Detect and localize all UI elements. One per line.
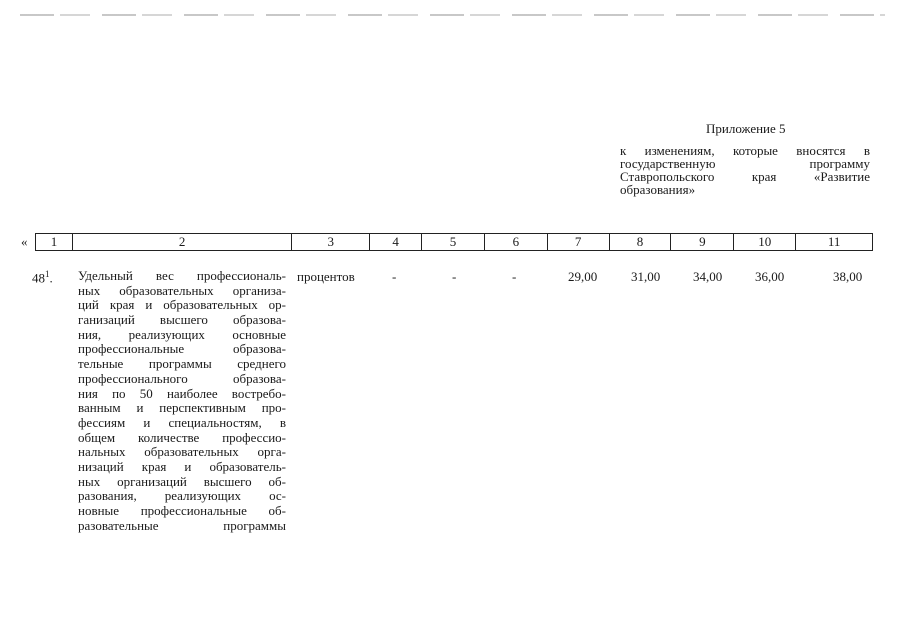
description-line: профессиональные образова-	[78, 341, 286, 357]
column-number: 11	[827, 234, 841, 249]
indicator-description	[78, 269, 286, 533]
row-number-main: 48	[32, 270, 45, 286]
description-line: профессионального образова-	[78, 370, 286, 386]
value-cell: -	[512, 269, 517, 284]
description-line: нальных образовательных орга-	[78, 444, 286, 460]
value-cell: -	[452, 269, 457, 284]
column-number: 4	[370, 234, 422, 250]
description-line: ванным и перспективным про-	[78, 400, 286, 416]
row-number	[32, 269, 53, 286]
description-line: ганизаций высшего образова-	[78, 312, 286, 328]
scan-artifact-line	[20, 14, 885, 16]
column-number: 9	[671, 234, 734, 250]
appendix-subtitle: к изменениям, которые вносятся в государственную программу Ставропольского края «Развитие образования»	[620, 143, 870, 197]
value-cell: 36,00	[755, 269, 785, 284]
description-line: низаций края и образователь-	[78, 458, 286, 474]
value-cell: 29,00	[568, 269, 598, 284]
value-cell: 38,00	[833, 269, 863, 284]
opening-quote: «	[21, 234, 28, 249]
description-line: фессиям и специальностям, в	[78, 414, 286, 430]
column-number: 7	[548, 234, 610, 250]
column-number: 8	[610, 234, 672, 250]
description-line: разования, реализующих ос-	[78, 488, 286, 504]
description-line: разовательные программы	[78, 517, 286, 533]
column-number: 10	[734, 234, 796, 250]
description-line: ных образовательных организа-	[78, 282, 286, 298]
column-number-row	[35, 233, 873, 251]
value-cell: -	[392, 269, 397, 284]
value-cell: 31,00	[631, 269, 661, 284]
row-number-suffix: .	[49, 270, 53, 286]
description-line: тельные программы среднего	[78, 356, 286, 372]
description-line: ций края и образовательных ор-	[78, 297, 286, 313]
column-number: 2	[73, 234, 292, 250]
column-number: 5	[422, 234, 485, 250]
description-line: ния, реализующих основные	[78, 326, 286, 342]
value-cell: 34,00	[693, 269, 723, 284]
column-number: 6	[485, 234, 548, 250]
description-line: Удельный вес профессиональ-	[78, 268, 286, 283]
unit-cell: процентов	[297, 269, 355, 284]
column-number: 1	[36, 234, 73, 250]
description-line: ных организаций высшего об-	[78, 473, 286, 489]
description-line: ния по 50 наиболее востребо-	[78, 385, 286, 401]
description-line: общем количестве профессио-	[78, 429, 286, 445]
row-number-superscript: 1	[45, 269, 50, 279]
description-line: новные профессиональные об-	[78, 503, 286, 518]
appendix-title: Приложение 5	[706, 121, 786, 136]
column-number: 3	[292, 234, 370, 250]
